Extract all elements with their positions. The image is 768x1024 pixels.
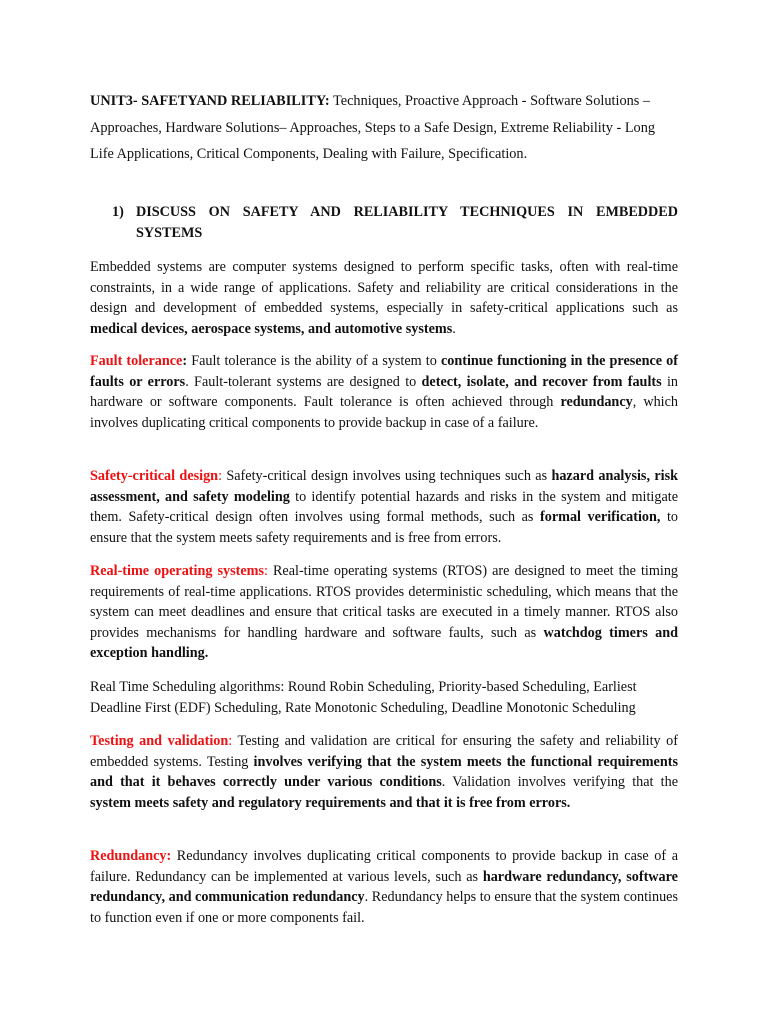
safety-text-3: to ensure that the system meets safety requirements and is free from errors. (90, 509, 679, 546)
safety-critical-colon: : (218, 468, 223, 484)
fault-text-1: Fault tolerance is the ability of a system to (187, 353, 441, 369)
redundancy-label: Redundancy: (90, 848, 172, 864)
fault-text-2: . Fault-tolerant systems are designed to (185, 373, 422, 390)
testing-colon: : (228, 733, 233, 749)
testing-bold-2: system meets safety and regulatory requirements and that it is free from errors. (90, 794, 571, 811)
unit-topics: Techniques, Proactive Approach - Software Solutions – Approaches, Hardware Solutions– Approaches, Steps to a Safe Design, Extreme Reliability - Long Life Applications, Critical Components, Dealing with Failure, Specification. (90, 93, 655, 162)
redundancy-paragraph (90, 846, 678, 928)
fault-bold-2: detect, isolate, and recover from faults (421, 373, 662, 390)
intro-paragraph (90, 257, 678, 339)
testing-text-1: Testing and validation are critical for ensuring the safety and reliability of embedded systems. Testing (90, 733, 678, 770)
redundancy-bold-1: hardware redundancy, software redundancy, and communication redundancy (90, 868, 678, 906)
fault-text-3: in hardware or software components. Fault tolerance is often achieved through (90, 373, 678, 411)
intro-text: Embedded systems are computer systems designed to perform specific tasks, often with real-time constraints, in a wide range of applications. Safety and reliability are critical considerations in the design and development of embedded systems, especially in safety-critical applications such as (90, 259, 678, 317)
question-number: 1) (112, 204, 124, 220)
unit-title: UNIT3- SAFETYAND RELIABILITY: (90, 93, 330, 109)
fault-bold-1: continue functioning in the presence of faults or errors (90, 353, 678, 390)
safety-text-1: Safety-critical design involves using techniques such as (222, 468, 552, 484)
testing-label: Testing and validation (90, 733, 229, 749)
unit-header (90, 88, 678, 168)
safety-critical-label: Safety-critical design (90, 468, 219, 484)
fault-tolerance-colon: : (182, 353, 188, 369)
testing-paragraph (90, 731, 678, 813)
safety-text-2: to identify potential hazards and risks in the system and mitigate them. Safety-critical design often involves using formal methods, such as (90, 488, 678, 526)
safety-critical-paragraph (90, 466, 678, 548)
scheduling-paragraph: Real Time Scheduling algorithms: Round Robin Scheduling, Priority-based Scheduling, Earliest Deadline First (EDF) Scheduling, Rate Monotonic Scheduling, Deadline Monotonic Scheduling (90, 679, 637, 716)
safety-bold-1: hazard analysis, risk assessment, and safety modeling (90, 468, 678, 505)
redundancy-text-1: Redundancy involves duplicating critical components to provide backup in case of a failure. Redundancy can be implemented at various levels, such as (90, 848, 678, 885)
intro-text-end: . (452, 320, 456, 337)
redundancy-text-2: . Redundancy helps to ensure that the system continues to function even if one or more components fail. (90, 889, 678, 926)
testing-bold-1: involves verifying that the system meets the functional requirements and that it behaves correctly under various conditions (90, 753, 678, 791)
fault-tolerance-label: Fault tolerance (90, 353, 183, 369)
question-text: DISCUSS ON SAFETY AND RELIABILITY TECHNIQUES IN EMBEDDED SYSTEMS (136, 204, 678, 241)
rtos-label: Real-time operating systems (90, 563, 264, 579)
rtos-paragraph (90, 561, 678, 664)
fault-text-4: , which involves duplicating critical components to provide backup in case of a failure. (90, 394, 678, 431)
testing-text-2: . Validation involves verifying that the (441, 774, 678, 791)
rtos-bold-1: watchdog timers and exception handling. (90, 624, 678, 662)
fault-tolerance-paragraph (90, 351, 678, 433)
safety-bold-2: formal verification, (540, 509, 661, 526)
fault-bold-3: redundancy (560, 394, 633, 411)
intro-bold: medical devices, aerospace systems, and automotive systems (90, 320, 453, 337)
question-heading (90, 202, 678, 244)
rtos-text-1: Real-time operating systems (RTOS) are designed to meet the timing requirements of real-time applications. RTOS provides deterministic scheduling, which means that the system can meet deadlines and ensure that critical tasks are executed in a timely manner. RTOS also provides mechanisms for handling hardware and software faults, such as (90, 563, 679, 641)
rtos-colon: : (263, 563, 268, 579)
